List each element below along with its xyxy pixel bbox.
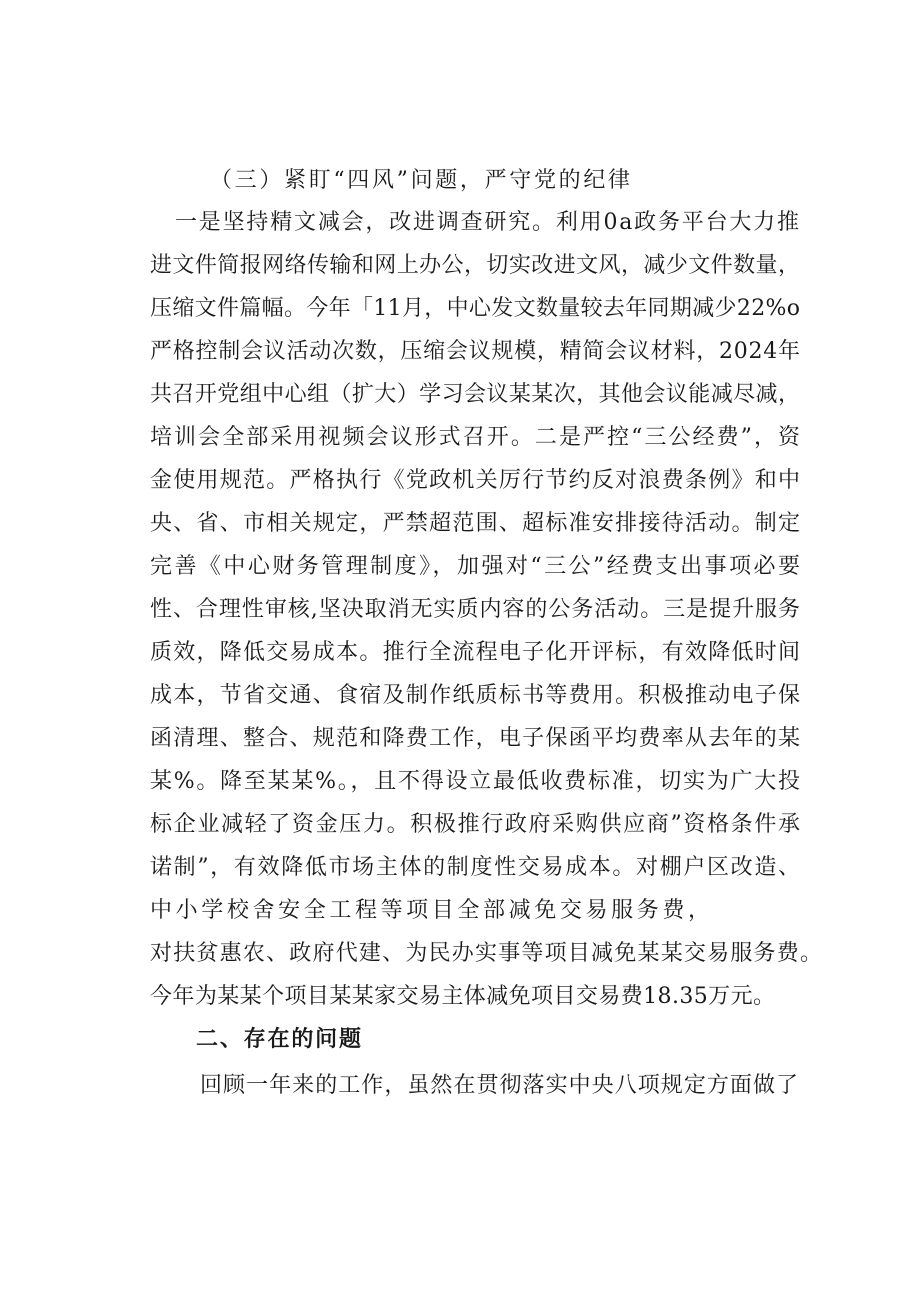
- paragraph-line: 今年为某某个项目某某家交易主体减免项目交易费18.35万元。: [150, 984, 776, 1009]
- paragraph-line: 完善《中心财务管理制度》，加强对“三公”经费支出事项必要: [150, 554, 803, 579]
- paragraph-line: 共召开党组中心组（扩大）学习会议某某次，其他会议能减尽减，: [150, 382, 801, 407]
- paragraph-line: 中小学校舍安全工程等项目全部减免交易服务费，: [150, 898, 714, 923]
- paragraph-line: 一是坚持精文减会，改进调查研究。利用0a政务平台大力推: [175, 210, 801, 235]
- section-heading: 二、存在的问题: [196, 1027, 363, 1052]
- paragraph-line: 对扶贫惠农、政府代建、为民办实事等项目减免某某交易服务费。: [150, 941, 824, 966]
- paragraph-line: 压缩文件篇幅。今年「11月，中心发文数量较去年同期减少22%o: [150, 296, 801, 321]
- paragraph-line: 培训会全部采用视频会议形式召开。二是严控“三公经费”，资: [150, 425, 803, 450]
- paragraph-line: 质效，降低交易成本。推行全流程电子化开评标，有效降低时间: [150, 640, 802, 665]
- paragraph-line: 诺制”，有效降低市场主体的制度性交易成本。对棚户区改造、: [150, 855, 802, 880]
- paragraph-line: 成本，节省交通、食宿及制作纸质标书等费用。积极推动电子保: [150, 683, 802, 708]
- paragraph-line: 标企业减轻了资金压力。积极推行政府采购供应商”资格条件承: [150, 812, 802, 837]
- paragraph-line: 严格控制会议活动次数，压缩会议规模，精简会议材料，2024年: [150, 339, 801, 364]
- paragraph-line: 央、省、市相关规定，严禁超范围、超标准安排接待活动。制定: [150, 511, 802, 536]
- paragraph-line: 回顾一年来的工作，虽然在贯彻落实中央八项规定方面做了: [200, 1073, 800, 1098]
- paragraph-line: 金使用规范。严格执行《党政机关厉行节约反对浪费条例》和中: [150, 468, 802, 493]
- paragraph-line: 性、合理性审核,坚决取消无实质内容的公务活动。三是提升服务: [150, 597, 801, 622]
- subsection-heading: （三）紧盯“四风”问题，严守党的纪律: [210, 168, 633, 193]
- paragraph-line: 某%。降至某某%。，且不得设立最低收费标准，切实为广大投: [150, 769, 802, 794]
- paragraph-line: 函清理、整合、规范和降费工作，电子保函平均费率从去年的某: [150, 726, 802, 751]
- paragraph-line: 进文件简报网络传输和网上办公，切实改进文风，减少文件数量，: [150, 253, 801, 278]
